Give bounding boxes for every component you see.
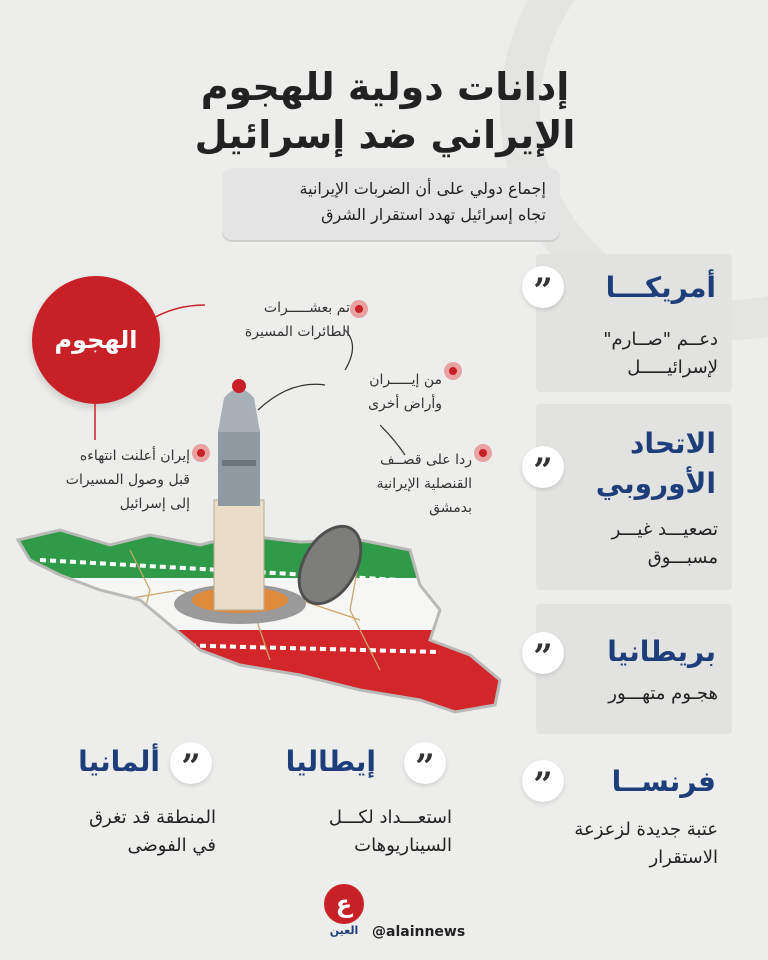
note-ended-line3: إلى إسرائيل — [119, 496, 190, 512]
statement-italy-line2: السيناريوهات — [354, 835, 452, 856]
page-title-line2: الإيراني ضد إسرائيل — [194, 113, 576, 157]
quote-icon: ” — [170, 742, 212, 784]
note-response-line3: بدمشق — [429, 500, 472, 516]
note-response-line1: ردا على قصــف — [380, 452, 472, 468]
country-usa: أمريكـــا — [605, 271, 716, 304]
reaction-card-eu — [533, 404, 732, 590]
statement-usa — [538, 326, 718, 382]
missile-nose — [218, 389, 260, 432]
attack-badge: الهجوم — [32, 276, 160, 404]
note-response-line2: القنصلية الإيرانية — [376, 476, 472, 492]
logo-text: العين — [329, 924, 359, 937]
missile-body — [214, 500, 264, 610]
subtitle-line2: تجاه إسرائيل تهدد استقرار الشرق — [321, 205, 546, 224]
statement-france-line1: عتبة جديدة لزعزعة — [574, 819, 718, 840]
statement-france-line2: الاستقرار — [649, 847, 718, 868]
statement-france — [538, 816, 718, 872]
country-uk: بريطانيا — [607, 635, 716, 668]
missile-mid — [218, 430, 260, 506]
alain-logo — [322, 884, 366, 944]
note-ended-line1: إيران أعلنت انتهاءه — [79, 448, 190, 464]
subtitle-line1: إجماع دولي على أن الضربات الإيرانية — [299, 179, 546, 198]
note-origin-line1: من إيـــــران — [369, 372, 442, 388]
quote-icon: ” — [522, 446, 564, 488]
statement-italy-line1: استعـــداد لكـــل — [328, 807, 452, 828]
statement-uk — [538, 680, 718, 708]
statement-germany-line2: في الفوضى — [127, 835, 216, 856]
country-italy: إيطاليا — [285, 745, 376, 778]
reaction-card-usa — [533, 254, 732, 392]
reaction-card-france — [533, 750, 732, 890]
statement-eu-line1: تصعيـــد غيـــر — [611, 519, 718, 540]
quote-icon: ” — [404, 742, 446, 784]
country-france: فرنســا — [611, 765, 716, 798]
country-eu-line2: الأوروبي — [595, 467, 716, 500]
statement-eu-line2: مسبـــوق — [647, 547, 718, 568]
statement-germany-line1: المنطقة قد تغرق — [89, 807, 216, 828]
logo-letter: ع — [335, 890, 353, 918]
quote-icon: ” — [522, 266, 564, 308]
note-drones-line2: الطائرات المسيرة — [244, 324, 350, 340]
social-handle: @alainnews — [372, 924, 466, 940]
country-eu-line1: الاتحاد — [629, 427, 716, 460]
quote-icon: ” — [522, 760, 564, 802]
country-germany: ألمانيا — [78, 745, 160, 778]
statement-eu — [538, 516, 718, 572]
note-ended-line2: قبل وصول المسيرات — [65, 472, 190, 488]
note-origin-line2: وأراض أخرى — [368, 396, 442, 412]
reaction-card-germany — [48, 734, 238, 874]
reaction-card-italy — [270, 734, 470, 874]
page-title-line1: إدانات دولية للهجوم — [200, 65, 570, 109]
missile-ring — [222, 460, 256, 466]
reaction-card-uk — [533, 604, 732, 734]
missile-tip — [232, 379, 246, 393]
quote-icon: ” — [522, 632, 564, 674]
statement-usa-line2: لإسرائيـــــل — [627, 357, 718, 378]
statement-uk-line1: هجـوم متهـــور — [608, 683, 718, 704]
note-drones-line1: تم بعشـــــرات — [263, 300, 350, 316]
statement-italy — [272, 804, 452, 860]
country-eu — [566, 424, 716, 504]
statement-germany — [46, 804, 216, 860]
statement-usa-line1: دعــم "صــارم" — [603, 329, 718, 350]
